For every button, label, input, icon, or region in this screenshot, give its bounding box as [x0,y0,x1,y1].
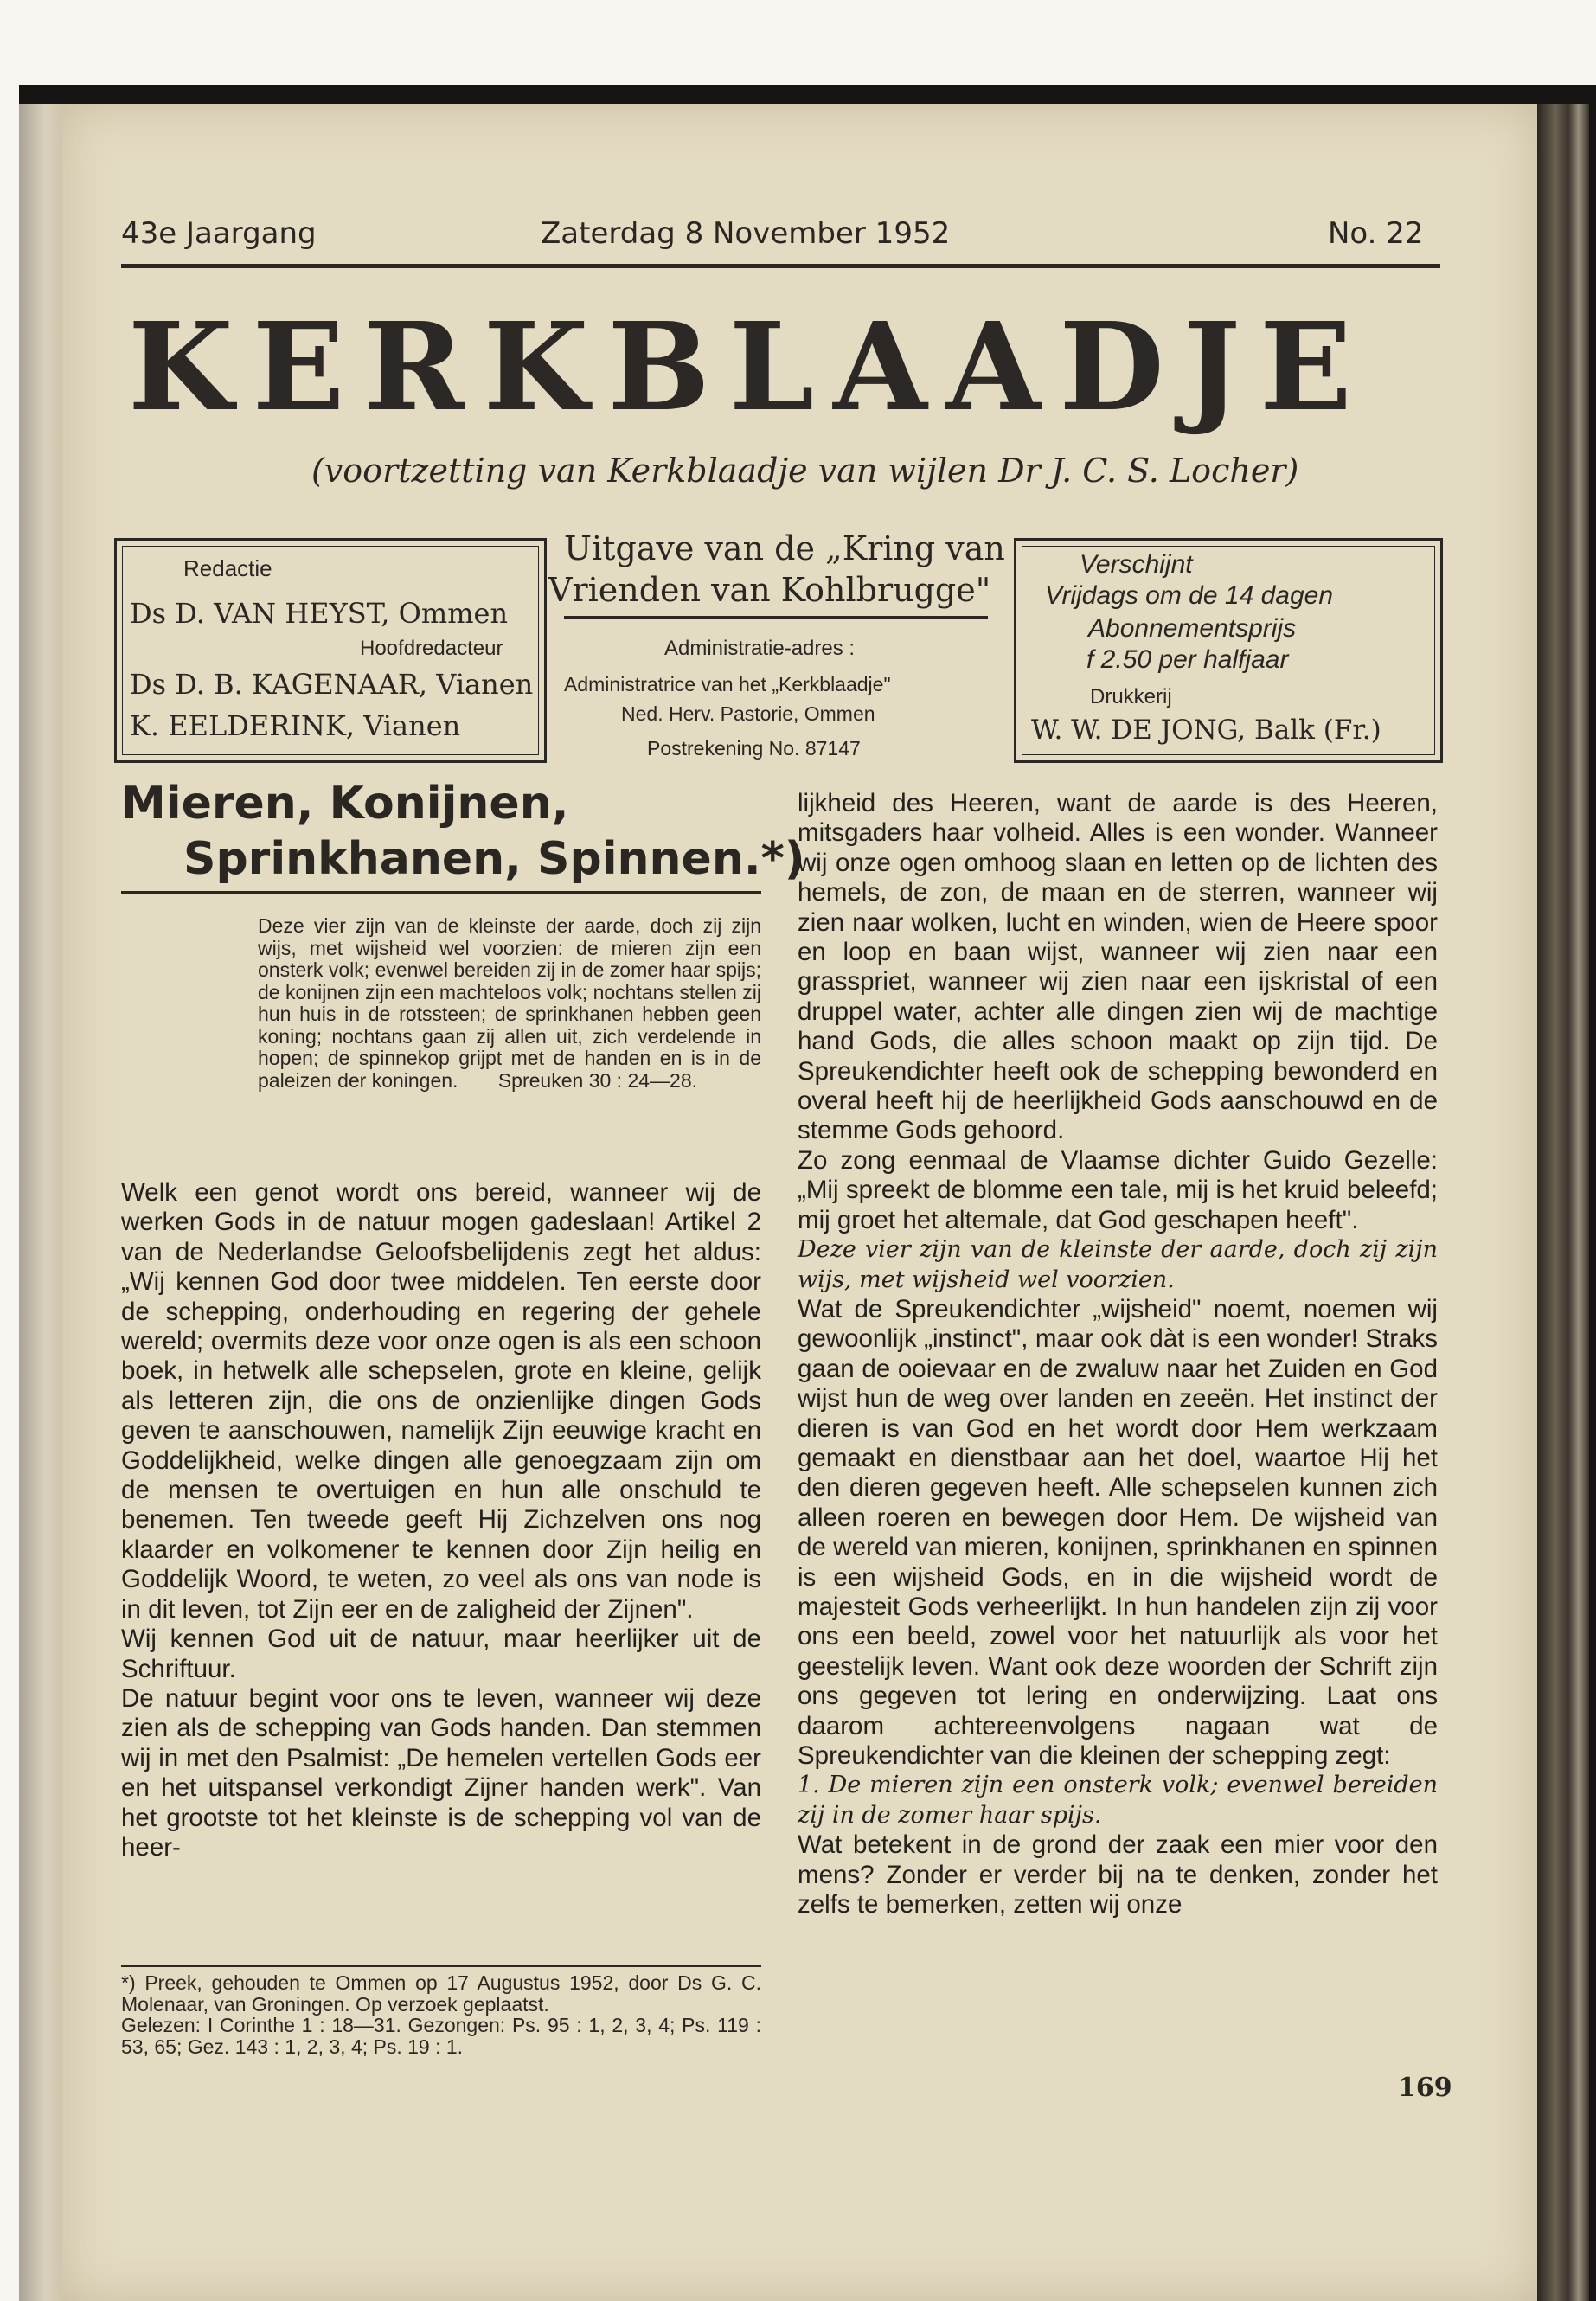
epigraph-reference: Spreuken 30 : 24—28. [497,1068,698,1092]
uitgave-line1: Uitgave van de „Kring van [564,529,1005,567]
footnote-readings: Gelezen: I Corinthe 1 : 18—31. Gezongen: Ps. 95 : 1, 2, 3, 4; Ps. 119 : 53, 65; Gez. 143 : 1, 2, 3, 4; Ps. 19 : 1. [121,2014,761,2058]
column-2 [798,789,1438,1920]
redactie-line3: K. EELDERINK, Vianen [130,709,461,742]
verschijnt-schedule: Vrijdags om de 14 dagen [1045,581,1334,610]
issue-number: No. 22 [1328,216,1424,251]
epigraph [258,915,761,1092]
drukkerij-name: W. W. DE JONG, Balk (Fr.) [1031,715,1381,746]
masthead-title: KERKBLAADJE [128,297,1371,439]
article-title-line1: Mieren, Konijnen, [121,778,569,830]
col2-point-1: 1. De mieren zijn een onsterk volk; evenwel bereiden zij in de zomer haar spijs. [798,1772,1438,1829]
page-number: 169 [1398,2073,1452,2103]
masthead-subtitle: (voortzetting van Kerkblaadje van wijlen Dr J. C. S. Locher) [311,452,1299,490]
col2-quote: Deze vier zijn van de kleinste der aarde, doch zij zijn wijs, met wijsheid wel voorzien. [798,1236,1438,1293]
uitgave-line2: Vrienden van Kohlbrugge" [548,571,991,609]
col2-paragraph-2: Zo zong eenmaal de Vlaamse dichter Guido Gezelle: „Mij spreekt de blomme een tale, mij is het kruid beleefd; mij groet het altemale, dat God geschapen heeft". [798,1145,1438,1234]
footnote-sermon: *) Preek, gehouden te Ommen op 17 Augustus 1952, door Ds G. C. Molenaar, van Groningen. Op verzoek geplaatst. [121,1971,761,2016]
issue-date: Zaterdag 8 November 1952 [541,216,951,251]
admin-line2: Ned. Herv. Pastorie, Ommen [621,702,875,725]
col2-paragraph-4: Wat de Spreukendichter „wijsheid" noemt, noemen wij gewoonlijk „instinct", maar ook dàt is een wonder! Straks gaan de ooievaar en de zwaluw naar het Zuiden en God wijst hun de weg over landen en zeeën. Het instinct der dieren is van God en het wordt door Hem werkzaam gemaakt en dienstbaar aan het doel, waartoe Hij het den dieren gegeven heeft. Alle schepselen kunnen zich alleen roeren en bewegen door Hem. De wijsheid van de wereld van mieren, konijnen, sprinkhanen en spinnen is een wijsheid Gods, en in die wijsheid wordt de majesteit Gods verheerlijkt. In hun handelen zijn zij voor ons een beeld, zowel voor het natuurlijk als voor het geestelijk leven. Want ook deze woorden der Schrift zijn ons gegeven tot lering en onderwijzing. Laat ons daarom achtereenvolgens nagaan wat de Spreukendichter van die kleinen der schepping zegt: [798,1294,1438,1770]
book-binding [1537,104,1589,2301]
abonnement-label: Abonnementsprijs [1088,614,1297,643]
article-title-line2: Sprinkhanen, Spinnen.*) [183,833,805,885]
column-1 [121,1178,761,1862]
postrekening: Postrekening No. 87147 [647,737,861,760]
col2-paragraph-6: Wat betekent in de grond der zaak een mier voor den mens? Zonder er verder bij na te denken, zonder het zelfs te bemerken, zetten wij onze [798,1830,1438,1920]
drukkerij-label: Drukkerij [1090,685,1172,708]
verschijnt-label: Verschijnt [1080,550,1193,579]
footnote-rule [121,1965,761,1967]
col1-paragraph-1: Welk een genot wordt ons bereid, wanneer wij de werken Gods in de natuur mogen gadeslaan! Artikel 2 van de Nederlandse Geloofsbelijdenis zegt het aldus: „Wij kennen God door twee middelen. Ten eerste door de schepping, onderhouding en regering der gehele wereld; overmits deze voor onze ogen is als een schoon boek, in hetwelk alle schepselen, grote en kleine, gelijk als letteren zijn, die ons de onzienlijke dingen Gods geven te aanschouwen, namelijk Zijn eeuwige kracht en Goddelijkheid, welke dingen alle genoegzaam zijn om de mensen te overtuigen en hun alle onschuld te benemen. Ten tweede geeft Hij Zichzelven ons nog klaarder en volkomener te kennen door Zijn heilig en Goddelijk Woord, te weten, zo veel als ons van node is in dit leven, tot Zijn eer en de zaligheid der Zijnen". [121,1178,761,1624]
abonnement-price: f 2.50 per halfjaar [1086,645,1289,674]
header-rule [121,264,1440,268]
redactie-label: Redactie [183,555,272,581]
page-edge [19,104,62,2301]
col2-paragraph-1: lijkheid des Heeren, want de aarde is des Heeren, mitsgaders haar volheid. Alles is een wonder. Wanneer wij onze ogen omhoog slaan en letten op de lichten des hemels, de zon, de maan en de sterren, wanneer wij zien naar wolken, lucht en winden, wien de Heere spoor en loop en baan wijst, wanneer wij zien naar een grasspriet, wanneer wij zien naar een ijskristal of een druppel water, achter alle dingen zien wij de machtige hand Gods, die alles schoon maakt op zijn tijd. De Spreukendichter heeft ook de schepping bewonderd en overal heeft hij de heerlijkheid Gods aanschouwd en de stemme Gods gehoord. [798,789,1438,1145]
redactie-line2: Ds D. B. KAGENAAR, Vianen [130,668,534,701]
col1-paragraph-2: Wij kennen God uit de natuur, maar heerlijker uit de Schriftuur. [121,1625,761,1683]
title-rule [121,891,761,894]
volume-label: 43e Jaargang [121,216,317,251]
admin-label: Administratie-adres : [664,637,856,660]
col1-paragraph-3: De natuur begint voor ons te leven, wanneer wij deze zien als de schepping van Gods handen. Dan stemmen wij in met den Psalmist: „De hemelen vertellen Gods eer en het uitspansel verkondigt Zijner handen werk". Van het grootste tot het kleinste is de schepping vol van de heer- [121,1683,761,1862]
redactie-line1: Ds D. VAN HEYST, Ommen [130,597,509,630]
redactie-role: Hoofdredacteur [360,637,503,660]
uitgave-rule [564,616,988,619]
admin-line1: Administratrice van het „Kerkblaadje" [564,673,891,695]
footnotes [121,1972,761,2057]
epigraph-text: Deze vier zijn van de kleinste der aarde, doch zij zijn wijs, met wijsheid wel voorzien: de mieren zijn een onsterk volk; evenwel bereiden zij in de zomer haar spijs; de konijnen zijn een machteloos volk; nochtans stellen zij hun huis in de rotssteen; de sprinkhanen hebben geen koning; nochtans gaan zij allen uit, zich verdelende in hopen; de spinnekop grijpt met de handen en is in de paleizen der koningen. [258,914,761,1092]
